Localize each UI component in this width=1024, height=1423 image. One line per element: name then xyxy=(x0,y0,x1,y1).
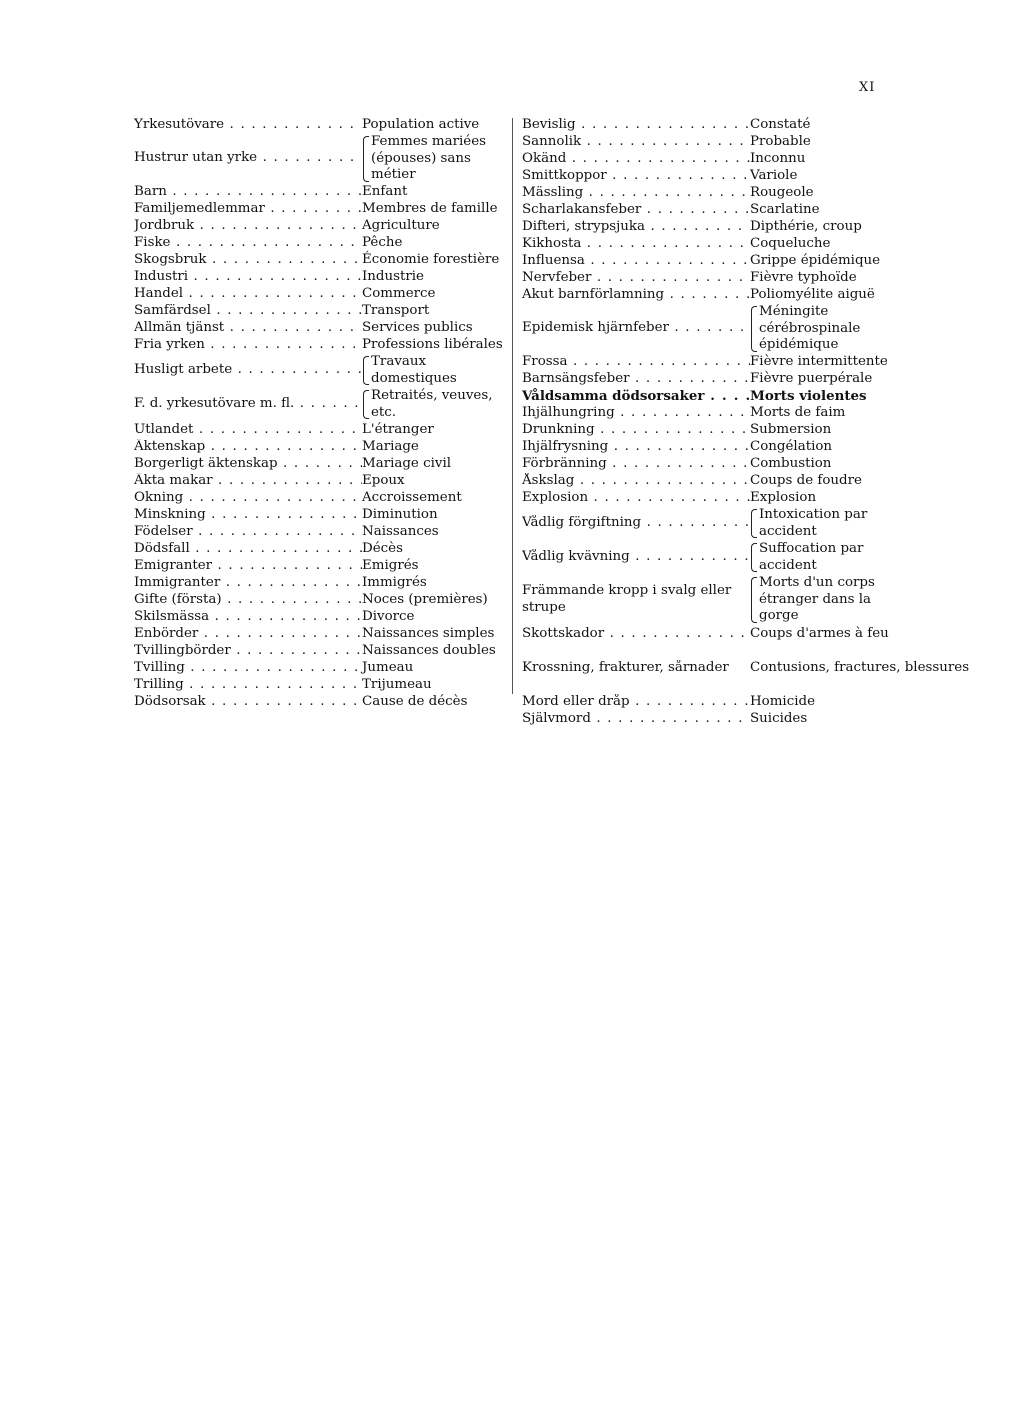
glossary-entry xyxy=(134,507,508,524)
french-term: Epoux xyxy=(362,472,405,488)
french-term: Inconnu xyxy=(750,151,806,167)
glossary-entry xyxy=(522,185,896,202)
swedish-term: Krossning, frakturer, sårnader xyxy=(522,659,729,675)
glossary-entry xyxy=(134,337,508,354)
french-term: Poliomyélite aiguë xyxy=(750,287,875,303)
glossary-entry xyxy=(522,117,896,134)
swedish-term: Immigranter . . . xyxy=(134,575,362,592)
glossary-entry xyxy=(134,660,508,677)
french-term: Membres de famille xyxy=(362,200,498,216)
glossary-entry xyxy=(522,575,896,626)
swedish-term: Barnsängsfeber . . . xyxy=(522,371,750,388)
french-term: Emigrés xyxy=(362,557,419,573)
swedish-term: Tvilling . . . xyxy=(134,660,362,677)
swedish-term: Hustrur utan yrke . . . xyxy=(134,150,362,167)
swedish-term: Förbränning . . . xyxy=(522,456,750,473)
glossary-entry xyxy=(522,439,896,456)
glossary-entry xyxy=(522,473,896,490)
swedish-term: Åskslag . . . xyxy=(522,473,750,490)
swedish-term: Allmän tjänst . . . xyxy=(134,320,362,337)
french-term: Noces (premières) xyxy=(362,591,488,607)
french-term: Trijumeau xyxy=(362,676,432,692)
swedish-term: Ihjälfrysning . . . xyxy=(522,439,750,456)
french-term: Naissances simples xyxy=(362,625,495,641)
swedish-term: Vådlig förgiftning . . . xyxy=(522,515,750,532)
swedish-term: Äkta makar . . . xyxy=(134,473,362,490)
french-term: Morts d'un corps étranger dans la gorge xyxy=(750,575,900,625)
glossary-entry xyxy=(522,304,896,354)
swedish-term: Husligt arbete . . . xyxy=(134,362,362,379)
glossary-entry xyxy=(134,677,508,694)
swedish-term: Gifte (första) . . . xyxy=(134,592,362,609)
swedish-term: Fiske . . . xyxy=(134,235,362,252)
glossary-entry xyxy=(134,439,508,456)
glossary-entry xyxy=(134,490,508,507)
french-term: Morts de faim xyxy=(750,404,846,420)
french-term: Professions libérales xyxy=(362,336,503,352)
swedish-term: Industri . . . xyxy=(134,269,362,286)
swedish-term: Okänd . . . xyxy=(522,151,750,168)
swedish-term: Smittkoppor . . . xyxy=(522,168,750,185)
swedish-term: Skogsbruk . . . xyxy=(134,252,362,269)
swedish-term: Minskning . . . xyxy=(134,507,362,524)
swedish-term: Främmande kropp i svalg eller strupe xyxy=(522,583,732,615)
swedish-term: F. d. yrkesutövare m. fl. . . . xyxy=(134,396,362,413)
swedish-term: Ihjälhungring . . . xyxy=(522,405,750,422)
french-term: Méningite cérébrospinale épidémique xyxy=(750,304,900,354)
swedish-term: Mässling . . . xyxy=(522,185,750,202)
swedish-term: Ökning . . . xyxy=(134,490,362,507)
glossary-entry xyxy=(134,524,508,541)
swedish-term: Frossa . . . xyxy=(522,354,750,371)
french-term: Suffocation par accident xyxy=(750,541,900,574)
french-term: Cause de décès xyxy=(362,693,468,709)
swedish-term: Tvillingbörder . . . xyxy=(134,643,362,660)
french-term: Naissances doubles xyxy=(362,642,496,658)
french-term: Commerce xyxy=(362,285,436,301)
glossary-entry xyxy=(134,134,508,184)
french-term: Explosion xyxy=(750,489,817,505)
page-number: XI xyxy=(859,80,876,95)
glossary-entry xyxy=(522,694,896,711)
glossary-entry xyxy=(134,643,508,660)
french-term: Diminution xyxy=(362,506,438,522)
swedish-term: Sannolik . . . xyxy=(522,134,750,151)
glossary-entry xyxy=(134,541,508,558)
glossary-entry xyxy=(522,626,896,643)
french-term: Grippe épidémique xyxy=(750,253,881,269)
swedish-term: Äktenskap . . . xyxy=(134,439,362,456)
french-term: Combustion xyxy=(750,455,832,471)
swedish-term: Yrkesutövare . . . xyxy=(134,117,362,134)
french-term: Variole xyxy=(750,168,798,184)
swedish-term: Födelser . . . xyxy=(134,524,362,541)
glossary-entry xyxy=(522,643,970,694)
glossary-entry xyxy=(522,202,896,219)
french-term: Travaux domestiques xyxy=(362,354,508,387)
glossary-entry xyxy=(522,541,896,575)
french-term: Divorce xyxy=(362,608,415,624)
glossary-entry xyxy=(134,252,508,269)
glossary-entry xyxy=(134,235,508,252)
swedish-term: Familjemedlemmar . . . xyxy=(134,201,362,218)
french-term: Femmes mariées (épouses) sans métier xyxy=(362,134,508,184)
swedish-term: Våldsamma dödsorsaker . . . xyxy=(522,388,750,405)
french-term: Transport xyxy=(362,302,430,318)
glossary-entry xyxy=(522,422,896,439)
swedish-term: Mord eller dråp . . . xyxy=(522,694,750,711)
swedish-term: Explosion . . . xyxy=(522,490,750,507)
french-term: Mariage xyxy=(362,438,419,454)
glossary-entry xyxy=(522,219,896,236)
french-term: Dipthérie, croup xyxy=(750,219,862,235)
glossary-entry xyxy=(134,473,508,490)
glossary-entry xyxy=(134,184,508,201)
french-term: Morts violentes xyxy=(750,387,867,404)
french-term: Rougeole xyxy=(750,185,814,201)
french-term: Coups de foudre xyxy=(750,472,862,488)
glossary-column-left xyxy=(134,117,508,711)
glossary-entry xyxy=(134,592,508,609)
glossary-entry xyxy=(522,371,896,388)
glossary-entry xyxy=(522,507,896,541)
french-term: Pêche xyxy=(362,234,403,250)
glossary-entry xyxy=(522,711,896,728)
column-divider xyxy=(512,118,513,694)
glossary-entry xyxy=(522,456,896,473)
swedish-term: Emigranter . . . xyxy=(134,558,362,575)
glossary-entry xyxy=(134,117,508,134)
swedish-term: Handel . . . xyxy=(134,286,362,303)
glossary-entry xyxy=(134,269,508,286)
swedish-term: Enbörder . . . xyxy=(134,626,362,643)
glossary-entry xyxy=(522,270,896,287)
glossary-entry xyxy=(522,388,896,405)
glossary-entry xyxy=(134,558,508,575)
french-term: Scarlatine xyxy=(750,202,820,218)
glossary-entry xyxy=(522,287,896,304)
french-term: Mariage civil xyxy=(362,455,452,471)
french-term: Économie forestière xyxy=(362,251,500,267)
swedish-term: Influensa . . . xyxy=(522,253,750,270)
swedish-term: Samfärdsel . . . xyxy=(134,303,362,320)
french-term: Décès xyxy=(362,540,403,556)
french-term: Constaté xyxy=(750,117,811,133)
swedish-term: Epidemisk hjärnfeber . . . xyxy=(522,320,750,337)
swedish-term: Nervfeber . . . xyxy=(522,270,750,287)
french-term: Immigrés xyxy=(362,574,427,590)
glossary-entry xyxy=(522,405,896,422)
glossary-entry xyxy=(522,168,896,185)
glossary-entry xyxy=(134,388,508,422)
glossary-entry xyxy=(134,320,508,337)
french-term: Agriculture xyxy=(362,217,440,233)
glossary-entry xyxy=(522,151,896,168)
glossary-entry xyxy=(134,354,508,388)
glossary-entry xyxy=(522,253,896,270)
french-term: Industrie xyxy=(362,268,424,284)
glossary-entry xyxy=(134,575,508,592)
french-term: Congélation xyxy=(750,438,833,454)
glossary-entry xyxy=(134,626,508,643)
swedish-term: Drunkning . . . xyxy=(522,422,750,439)
glossary-entry xyxy=(522,236,896,253)
glossary-entry xyxy=(134,694,508,711)
swedish-term: Barn . . . xyxy=(134,184,362,201)
french-term: Coups d'armes à feu xyxy=(750,625,889,641)
french-term: Submersion xyxy=(750,421,832,437)
swedish-term: Borgerligt äktenskap . . . xyxy=(134,456,362,473)
french-term: Suicides xyxy=(750,710,808,726)
glossary-column-right xyxy=(522,117,970,728)
swedish-term: Scharlakansfeber . . . xyxy=(522,202,750,219)
swedish-term: Akut barnförlamning . . . xyxy=(522,287,750,304)
swedish-term: Skilsmässa . . . xyxy=(134,609,362,626)
french-term: L'étranger xyxy=(362,421,434,437)
glossary-entry xyxy=(134,609,508,626)
swedish-term: Utlandet . . . xyxy=(134,422,362,439)
french-term: Enfant xyxy=(362,183,408,199)
glossary-entry xyxy=(134,286,508,303)
swedish-term: Kikhosta . . . xyxy=(522,236,750,253)
glossary-entry xyxy=(522,490,896,507)
glossary-entry xyxy=(134,303,508,320)
french-term: Fièvre typhoïde xyxy=(750,270,857,286)
french-term: Retraités, veuves, etc. xyxy=(362,388,508,421)
french-term: Services publics xyxy=(362,319,473,335)
swedish-term: Dödsorsak . . . xyxy=(134,694,362,711)
swedish-term: Vådlig kvävning . . . xyxy=(522,549,750,566)
french-term: Fièvre intermittente xyxy=(750,353,888,369)
french-term: Jumeau xyxy=(362,659,414,675)
glossary-entry xyxy=(134,422,508,439)
swedish-term: Difteri, strypsjuka . . . xyxy=(522,219,750,236)
swedish-term: Självmord . . . xyxy=(522,711,750,728)
french-term: Population active xyxy=(362,117,480,133)
french-term: Probable xyxy=(750,134,811,150)
glossary-entry xyxy=(134,218,508,235)
french-term: Naissances xyxy=(362,523,439,539)
glossary-entry xyxy=(522,354,896,371)
swedish-term: Jordbruk . . . xyxy=(134,218,362,235)
swedish-term: Dödsfall . . . xyxy=(134,541,362,558)
french-term: Intoxication par accident xyxy=(750,507,900,540)
french-term: Homicide xyxy=(750,693,815,709)
swedish-term: Bevislig . . . xyxy=(522,117,750,134)
french-term: Accroissement xyxy=(362,489,462,505)
french-term: Coqueluche xyxy=(750,236,831,252)
swedish-term: Trilling . . . xyxy=(134,677,362,694)
swedish-term: Fria yrken . . . xyxy=(134,337,362,354)
french-term: Contusions, fractures, blessures xyxy=(750,659,970,675)
glossary-entry xyxy=(134,201,508,218)
glossary-entry xyxy=(522,134,896,151)
glossary-entry xyxy=(134,456,508,473)
french-term: Fièvre puerpérale xyxy=(750,370,873,386)
swedish-term: Skottskador . . . xyxy=(522,626,750,643)
